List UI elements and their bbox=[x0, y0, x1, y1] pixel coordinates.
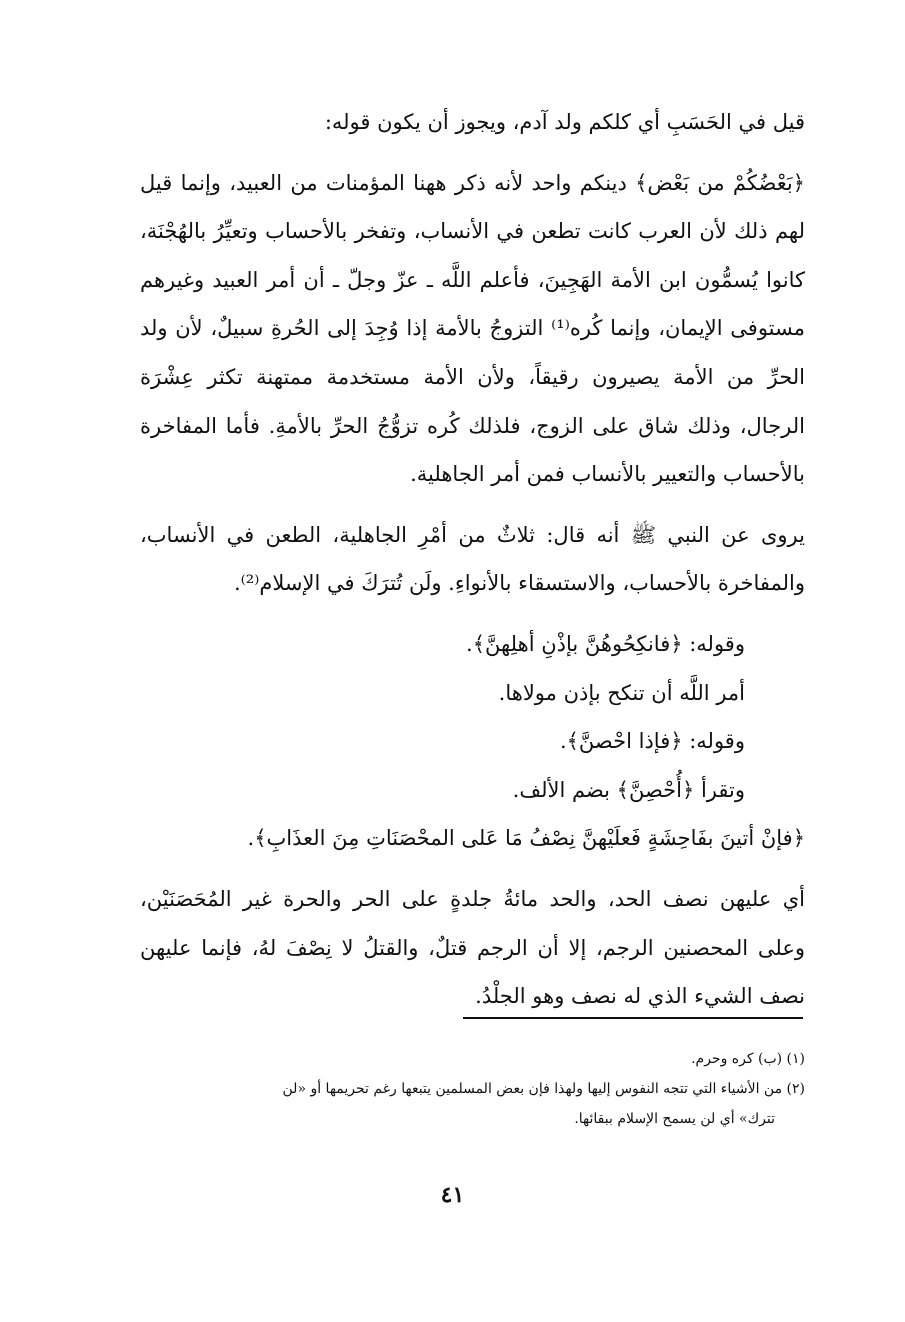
page-number: ٤١ bbox=[440, 1182, 465, 1208]
main-text bbox=[140, 98, 805, 1021]
paragraph-9: أي عليهن نصف الحد، والحد مائةُ جلدةٍ على الحر والحرة غير المُحَصَنَيْن، وعلى المحصنين الرجم، إلا أن الرجم قتلٌ، والقتلُ لا نِصْفَ لهُ، فإنما عليهن نصف الشيء الذي له نصف وهو الجلْدُ. bbox=[140, 886, 805, 1009]
text-line-7: وتقرأ ﴿أُحْصِنَّ﴾ بضم الألف. bbox=[512, 777, 745, 802]
footnotes bbox=[138, 1044, 805, 1134]
verse-line-4: وقوله: ﴿فانكِحُوهُنَّ بإذْنِ أهلِهنَّ﴾. bbox=[466, 631, 745, 656]
footnote-1: (١) (ب) كره وحرم. bbox=[691, 1051, 805, 1067]
paragraph-3: يروى عن النبي ﷺ أنه قال: ثلاثٌ من أمْرِ الجاهلية، الطعن في الأنساب، والمفاخرة بالأحساب، والاستسقاء بالأنواءِ. ولَن تُترَكَ في الإسلام⁽²⁾. bbox=[140, 522, 805, 596]
paragraph-1: قيل في الحَسَبِ أي كلكم ولد آدم، ويجوز أن يكون قوله: bbox=[324, 110, 805, 134]
verse-line-8: ﴿فإنْ أتينَ بفَاحِشَةٍ فَعلَيْهنَّ نِصْفُ مَا عَلى المحْصَنَاتِ مِنَ العذَابِ﴾. bbox=[247, 826, 805, 851]
footnote-2: (٢) من الأشياء التي تتجه النفوس إليها ولهذا فإن بعض المسلمين يتبعها رغم تحريمها أو «لن bbox=[282, 1081, 805, 1097]
footnote-2-continuation: تترك» أي لن يسمح الإسلام ببقائها. bbox=[574, 1111, 775, 1127]
text-line-5: أمر اللَّه أن تنكح بإذن مولاها. bbox=[498, 680, 745, 705]
footnote-divider bbox=[463, 1017, 803, 1019]
verse-line-6: وقوله: ﴿فإذا احْصنَّ﴾. bbox=[559, 729, 745, 754]
paragraph-2: ﴿بَعْضُكُمْ من بَعْض﴾ دينكم واحد لأنه ذكر ههنا المؤمنات من العبيد، وإنما قيل لهم ذلك لأن العرب كانت تطعن في الأنساب، وتفخر بالأحساب وتعيِّرُ بالهُجْنَة، كانوا يُسمُّون ابن الأمة الهَجِينَ، فأعلم اللَّه ـ عزّ وجلّ ـ أن أمر العبيد وغيرهم مستوفى الإيمان، وإنما كُره⁽¹⁾ التزوجُ بالأمة إذا وُجِدَ إلى الحُرةِ سبيلٌ، لأن ولد الحرِّ من الأمة يصيرون رقيقاً، ولأن الأمة مستخدمة ممتهنة تكثر عِشْرَة الرجال، وذلك شاق على الزوج، فلذلك كُره تزوُّجُ الحرِّ بالأمةِ. فأما المفاخرة بالأحساب والتعيير بالأنساب فمن أمر الجاهلية. bbox=[140, 170, 806, 487]
